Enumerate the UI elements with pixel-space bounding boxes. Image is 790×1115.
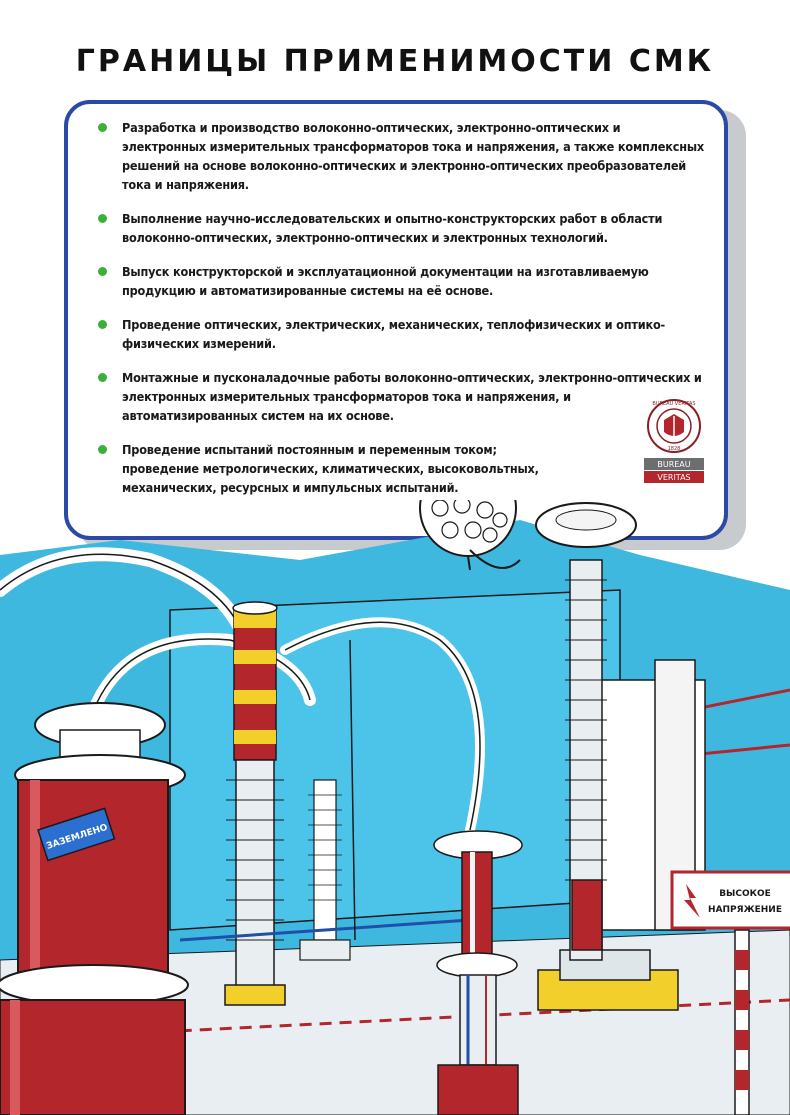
bureau-veritas-logo bbox=[642, 396, 706, 484]
logo-band-line2: VERITAS bbox=[657, 473, 691, 482]
warning-line-1: ВЫСОКОЕ bbox=[719, 889, 771, 899]
list-item: Выполнение научно-исследовательских и опытно-конструкторских работ в области волоконно-оптических, электронно-оптических и электронных технологий. bbox=[96, 209, 706, 247]
page-title: ГРАНИЦЫ ПРИМЕНИМОСТИ СМК bbox=[75, 44, 715, 79]
list-item: Разработка и производство волоконно-оптических, электронно-оптических и электронных измерительных трансформаторов тока и напряжения, а также комплексных решений на основе волоконно-оптических и электронно-оптических преобразователей тока и напряжения. bbox=[96, 118, 706, 194]
grounded-tag-text: ЗАЗЕМЛЕНО bbox=[45, 822, 109, 852]
bullet-dot-icon bbox=[98, 267, 107, 276]
bullet-dot-icon bbox=[98, 373, 107, 382]
logo-band-line1: BUREAU bbox=[657, 460, 691, 469]
logo-ring-text: BUREAU VERITAS bbox=[652, 401, 696, 407]
hv-lab-illustration bbox=[0, 500, 790, 1115]
logo-year: 1828 bbox=[667, 446, 681, 452]
bullet-dot-icon bbox=[98, 320, 107, 329]
list-item: Проведение оптических, электрических, механических, теплофизических и оптико-физических измерений. bbox=[96, 315, 706, 353]
bullet-dot-icon bbox=[98, 123, 107, 132]
list-item: Проведение испытаний постоянным и переменным током; проведение метрологических, климатических, высоковольтных, механических, ресурсных и импульсных испытаний. bbox=[96, 440, 706, 497]
bullet-dot-icon bbox=[98, 214, 107, 223]
warning-line-2: НАПРЯЖЕНИЕ bbox=[708, 905, 782, 915]
hv-transformer-left bbox=[0, 703, 188, 1115]
bullet-dot-icon bbox=[98, 445, 107, 454]
scope-list bbox=[96, 118, 706, 512]
list-item: Монтажные и пусконаладочные работы волоконно-оптических, электронно-оптических и электронных измерительных трансформаторов тока и напряжения, и автоматизированных систем на их основе. bbox=[96, 368, 706, 425]
list-item: Выпуск конструкторской и эксплуатационной документации на изготавливаемую продукцию и автоматизированные системы на её основе. bbox=[96, 262, 706, 300]
